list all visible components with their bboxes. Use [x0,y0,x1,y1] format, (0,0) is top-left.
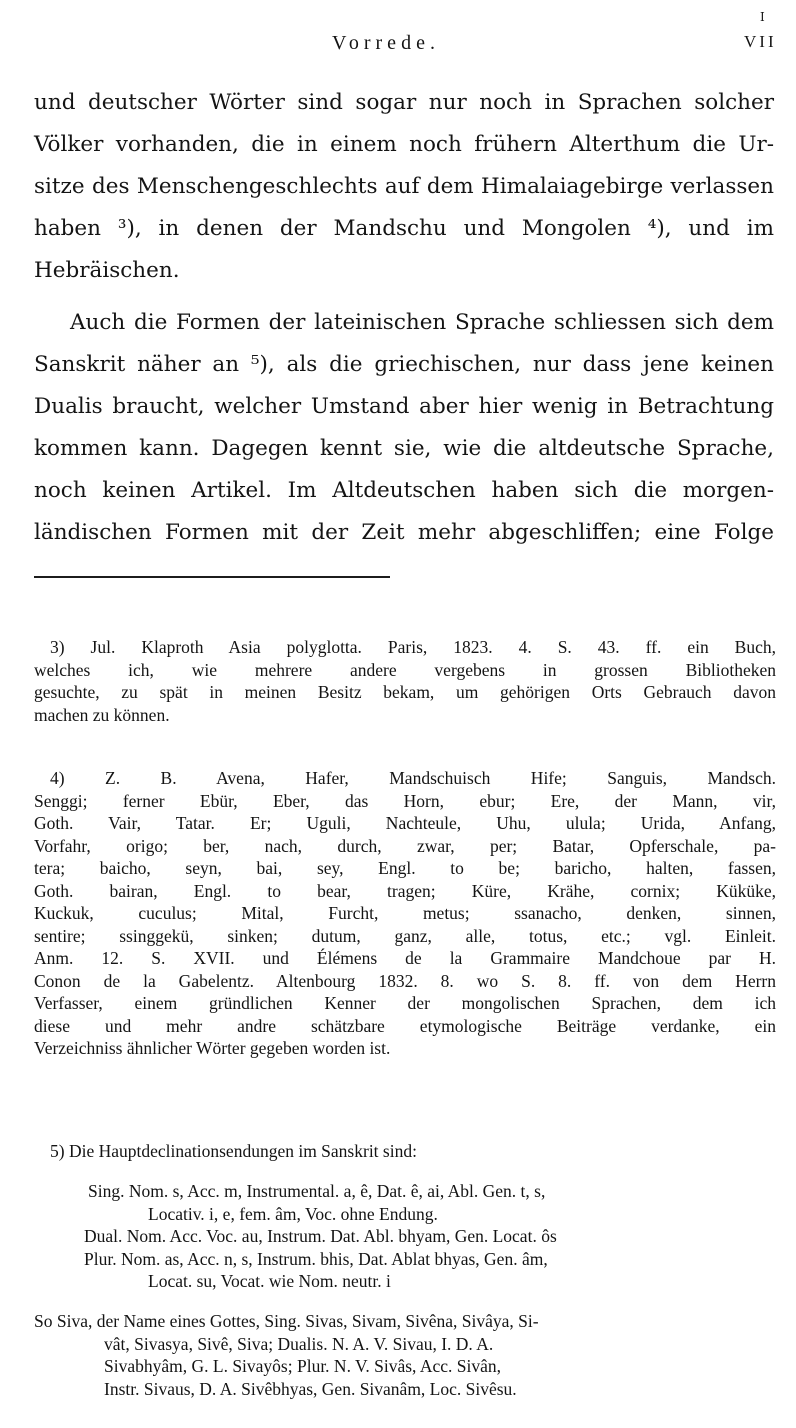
footnote-line: 4) Z. B. Avena, Hafer, Mandschuisch Hife; Sanguis, Mandsch. [50,768,776,788]
footnote-line: Goth. bairan, Engl. to bear, tragen; Küre, Krähe, cornix; Küküke, [34,880,776,901]
footnote-line: Goth. Vair, Tatar. Er; Uguli, Nachteule, Uhu, ulula; Urida, Anfang, [34,813,776,833]
declension-table [34,1180,776,1293]
declension-line: Plur. Nom. as, Acc. n, s, Instrum. bhis, Dat. Ablat bhyas, Gen. âm, [84,1248,548,1269]
text-line: kommen kann. Dagegen kennt sie, wie die altdeutsche Sprache, [34,436,774,461]
text-line: Auch die Formen der lateinischen Sprache schliessen sich dem [70,310,774,335]
footnote-line: 5) Die Hauptdeclinationsendungen im Sanskrit sind: [50,1141,417,1161]
footnote-3 [34,636,776,726]
footnote-line: diese und mehr andre schätzbare etymologische Beiträge verdanke, ein [34,1015,776,1036]
main-text-paragraph-1 [34,82,774,292]
corner-mark: I [760,10,765,24]
text-line: ländischen Formen mit der Zeit mehr abgeschliffen; eine Folge [34,520,774,545]
declension-line: Sing. Nom. s, Acc. m, Instrumental. a, ê, Dat. ê, ai, Abl. Gen. t, s, [88,1181,546,1201]
declension-line: Dual. Nom. Acc. Voc. au, Instrum. Dat. Abl. bhyam, Gen. Locat. ôs [84,1226,557,1246]
footnote-line: Verzeichniss ähnlicher Wörter gegeben worden ist. [34,1038,391,1058]
text-line: Sanskrit näher an ⁵), als die griechischen, nur dass jene keinen [34,352,774,377]
text-line: Hebräischen. [34,258,180,283]
footnote-line: Vorfahr, origo; ber, nach, durch, zwar, per; Batar, Opferschale, pa- [34,835,776,856]
text-line: Dualis braucht, welcher Umstand aber hier wenig in Betrachtung [34,394,774,419]
footnote-line: tera; baicho, seyn, bai, sey, Engl. to be; baricho, halten, fassen, [34,858,776,878]
footnote-line: gesuchte, zu spät in meinen Besitz bekam, um gehörigen Orts Gebrauch davon [34,682,776,702]
footnote-line: sentire; ssinggekü, sinken; dutum, ganz, alle, totus, etc.; vgl. Einleit. [34,925,776,946]
footnote-line: Senggi; ferner Ebür, Eber, das Horn, ebur; Ere, der Mann, vir, [34,790,776,811]
running-title: Vorrede. [332,32,440,54]
text-line: und deutscher Wörter sind sogar nur noch in Sprachen solcher [34,90,774,115]
text-line: sitze des Menschengeschlechts auf dem Himalaiagebirge verlassen [34,174,774,199]
footnote-4 [34,767,776,1060]
declension-example [34,1310,776,1400]
footnote-line: Verfasser, einem gründlichen Kenner der mongolischen Sprachen, dem ich [34,993,776,1013]
footnote-line: machen zu können. [34,704,170,725]
text-line: haben ³), in denen der Mandschu und Mongolen ⁴), und im [34,216,774,241]
footnote-5 [34,1140,776,1163]
footnote-line: Kuckuk, cuculus; Mital, Furcht, metus; ssanacho, denken, sinnen, [34,903,776,923]
footnote-separator [34,576,390,578]
page-number: VII [744,32,777,51]
example-line: So Siva, der Name eines Gottes, Sing. Sivas, Sivam, Sivêna, Sivâya, Si- [34,1311,539,1331]
declension-line: Locat. su, Vocat. wie Nom. neutr. i [148,1271,391,1291]
declension-line: Locativ. i, e, fem. âm, Voc. ohne Endung. [148,1203,438,1224]
example-line: Sivabhyâm, G. L. Sivayôs; Plur. N. V. Sivâs, Acc. Sivân, [104,1356,502,1376]
footnote-line: 3) Jul. Klaproth Asia polyglotta. Paris, 1823. 4. S. 43. ff. ein Buch, [50,637,776,657]
text-line: Völker vorhanden, die in einem noch frühern Alterthum die Ur- [34,132,774,157]
footnote-line: welches ich, wie mehrere andere vergebens in grossen Bibliotheken [34,659,776,680]
footnote-line: Anm. 12. S. XVII. und Élémens de la Grammaire Mandchoue par H. [34,948,776,968]
text-line: noch keinen Artikel. Im Altdeutschen haben sich die morgen- [34,478,774,503]
example-line: Instr. Sivaus, D. A. Sivêbhyas, Gen. Sivanâm, Loc. Sivêsu. [104,1378,517,1399]
example-line: vât, Sivasya, Sivê, Siva; Dualis. N. A. V. Sivau, I. D. A. [104,1333,494,1354]
footnote-line: Conon de la Gabelentz. Altenbourg 1832. 8. wo S. 8. ff. von dem Herrn [34,970,776,991]
main-text-paragraph-2 [34,302,774,554]
